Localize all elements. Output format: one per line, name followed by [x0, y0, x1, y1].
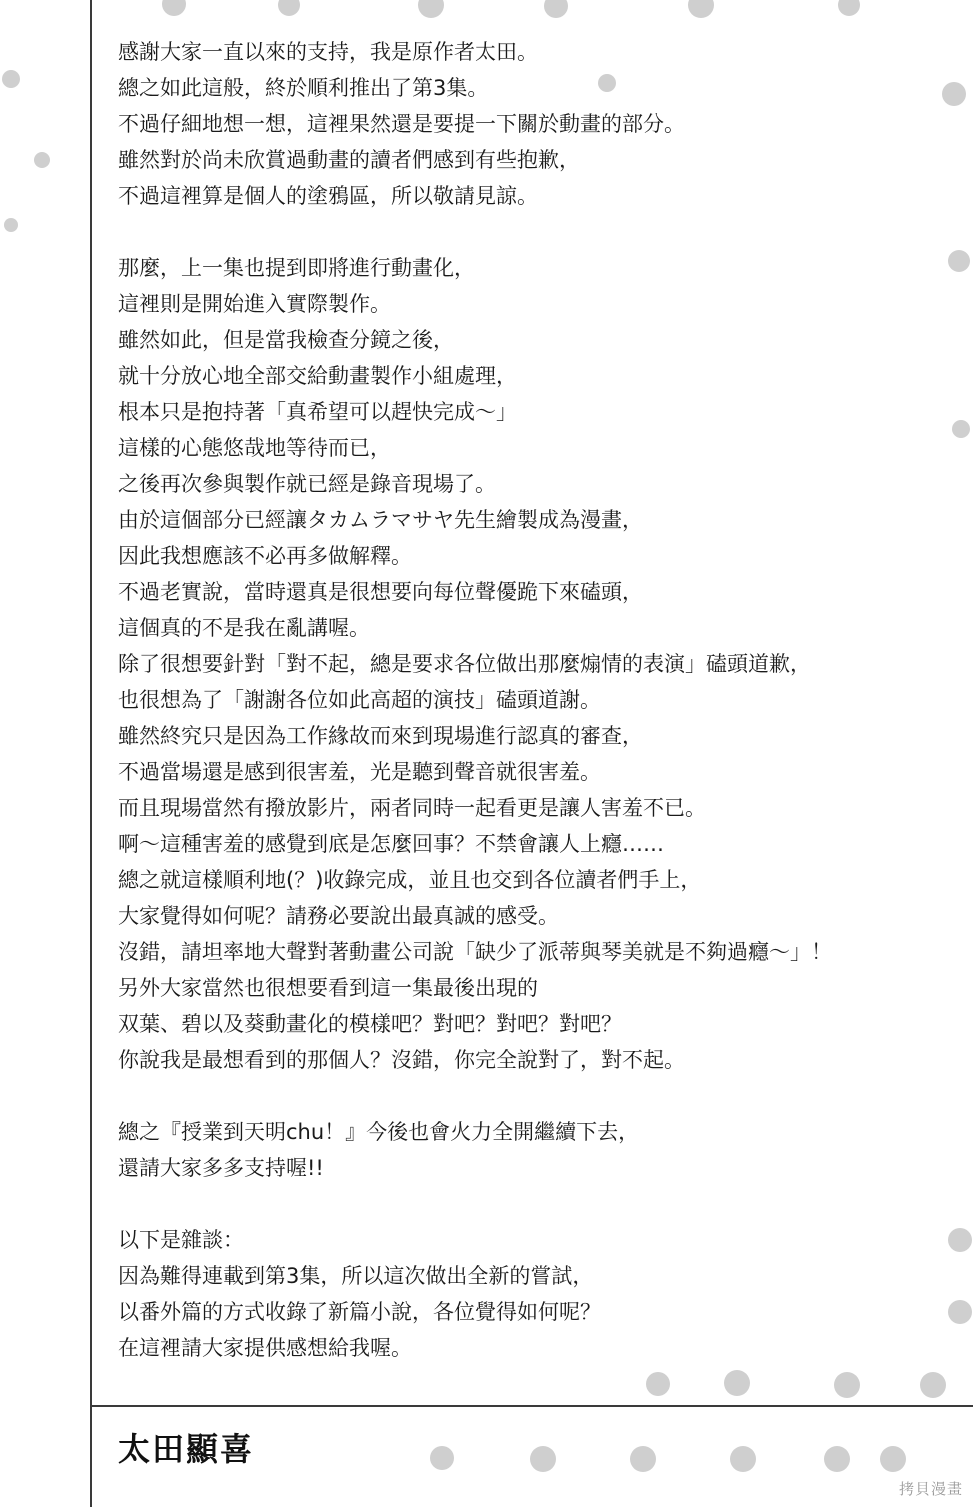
- text-line: 總之『授業到天明chu！』今後也會火力全開繼續下去，: [118, 1120, 640, 1144]
- text-line: 不過這裡算是個人的塗鴉區，所以敬請見諒。: [118, 184, 538, 208]
- author-signature: 太田顯喜: [118, 1430, 255, 1468]
- background-dot: [948, 250, 970, 272]
- paragraph: [118, 34, 938, 214]
- text-line: 啊～這種害羞的感覺到底是怎麼回事？不禁會讓人上癮……: [118, 832, 664, 856]
- text-line: 這樣的心態悠哉地等待而已，: [118, 436, 391, 460]
- text-line: 雖然終究只是因為工作緣故而來到現場進行認真的審查，: [118, 724, 643, 748]
- afterword-text: [118, 34, 938, 1366]
- text-line: 這裡則是開始進入實際製作。: [118, 292, 391, 316]
- text-line: 雖然如此，但是當我檢查分鏡之後，: [118, 328, 454, 352]
- text-line: 在這裡請大家提供感想給我喔。: [118, 1336, 412, 1360]
- text-line: 感謝大家一直以來的支持，我是原作者太田。: [118, 40, 538, 64]
- text-line: 不過老實說，當時還真是很想要向每位聲優跪下來磕頭，: [118, 580, 643, 604]
- paragraph: [118, 1114, 938, 1186]
- background-dot: [724, 1370, 750, 1396]
- text-line: 大家覺得如何呢？請務必要說出最真誠的感受。: [118, 904, 559, 928]
- background-dot: [952, 420, 970, 438]
- text-line: 双葉、碧以及葵動畫化的模樣吧？對吧？對吧？對吧？: [118, 1012, 622, 1036]
- background-dot: [834, 1372, 860, 1398]
- background-dot: [630, 1446, 656, 1472]
- text-line: 就十分放心地全部交給動畫製作小組處理，: [118, 364, 517, 388]
- background-dot: [948, 1300, 972, 1324]
- background-dot: [838, 0, 860, 16]
- background-dot: [430, 1446, 454, 1470]
- text-line: 以番外篇的方式收錄了新篇小說，各位覺得如何呢？: [118, 1300, 601, 1324]
- text-line: 總之如此這般，終於順利推出了第3集。: [118, 76, 489, 100]
- left-margin-rule: [90, 0, 92, 1507]
- text-line: 以下是雜談：: [118, 1228, 244, 1252]
- text-line: 不過仔細地想一想，這裡果然還是要提一下關於動畫的部分。: [118, 112, 685, 136]
- background-dot: [948, 1228, 972, 1252]
- text-line: 而且現場當然有撥放影片，兩者同時一起看更是讓人害羞不已。: [118, 796, 706, 820]
- background-dot: [4, 218, 18, 232]
- background-dot: [278, 0, 300, 16]
- background-dot: [646, 1372, 670, 1396]
- paragraph-gap: [118, 1186, 938, 1222]
- background-dot: [2, 70, 20, 88]
- text-line: 由於這個部分已經讓タカムラマサヤ先生繪製成為漫畫，: [118, 508, 643, 532]
- background-dot: [544, 0, 568, 18]
- text-line: 因此我想應該不必再多做解釋。: [118, 544, 412, 568]
- text-line: 你說我是最想看到的那個人？沒錯，你完全說對了，對不起。: [118, 1048, 685, 1072]
- background-dot: [688, 0, 714, 18]
- background-dot: [824, 1446, 850, 1472]
- text-line: 那麼，上一集也提到即將進行動畫化，: [118, 256, 475, 280]
- background-dot: [418, 0, 444, 18]
- text-line: 沒錯，請坦率地大聲對著動畫公司說「缺少了派蒂與琴美就是不夠過癮～」！: [118, 940, 832, 964]
- background-dot: [942, 82, 966, 106]
- text-line: 除了很想要針對「對不起，總是要求各位做出那麼煽情的表演」磕頭道歉，: [118, 652, 811, 676]
- text-line: 這個真的不是我在亂講喔。: [118, 616, 370, 640]
- paragraph: [118, 250, 938, 1078]
- background-dot: [730, 1446, 756, 1472]
- paragraph: [118, 1222, 938, 1366]
- background-dot: [162, 0, 186, 16]
- text-line: 之後再次參與製作就已經是錄音現場了。: [118, 472, 496, 496]
- text-line: 另外大家當然也很想要看到這一集最後出現的: [118, 976, 538, 1000]
- background-dot: [920, 1372, 946, 1398]
- background-dot: [34, 152, 50, 168]
- text-line: 不過當場還是感到很害羞，光是聽到聲音就很害羞。: [118, 760, 601, 784]
- text-line: 根本只是抱持著「真希望可以趕快完成～」: [118, 400, 517, 424]
- text-line: 總之就這樣順利地(？)收錄完成，並且也交到各位讀者們手上，: [118, 868, 702, 892]
- watermark: 拷貝漫畫: [898, 1480, 963, 1498]
- background-dot: [530, 1446, 556, 1472]
- text-line: 雖然對於尚未欣賞過動畫的讀者們感到有些抱歉，: [118, 148, 580, 172]
- signature-divider: [90, 1405, 973, 1407]
- text-line: 還請大家多多支持喔!!: [118, 1156, 324, 1180]
- text-line: 因為難得連載到第3集，所以這次做出全新的嘗試，: [118, 1264, 594, 1288]
- paragraph-gap: [118, 1078, 938, 1114]
- background-dot: [880, 1446, 906, 1472]
- text-line: 也很想為了「謝謝各位如此高超的演技」磕頭道謝。: [118, 688, 601, 712]
- paragraph-gap: [118, 214, 938, 250]
